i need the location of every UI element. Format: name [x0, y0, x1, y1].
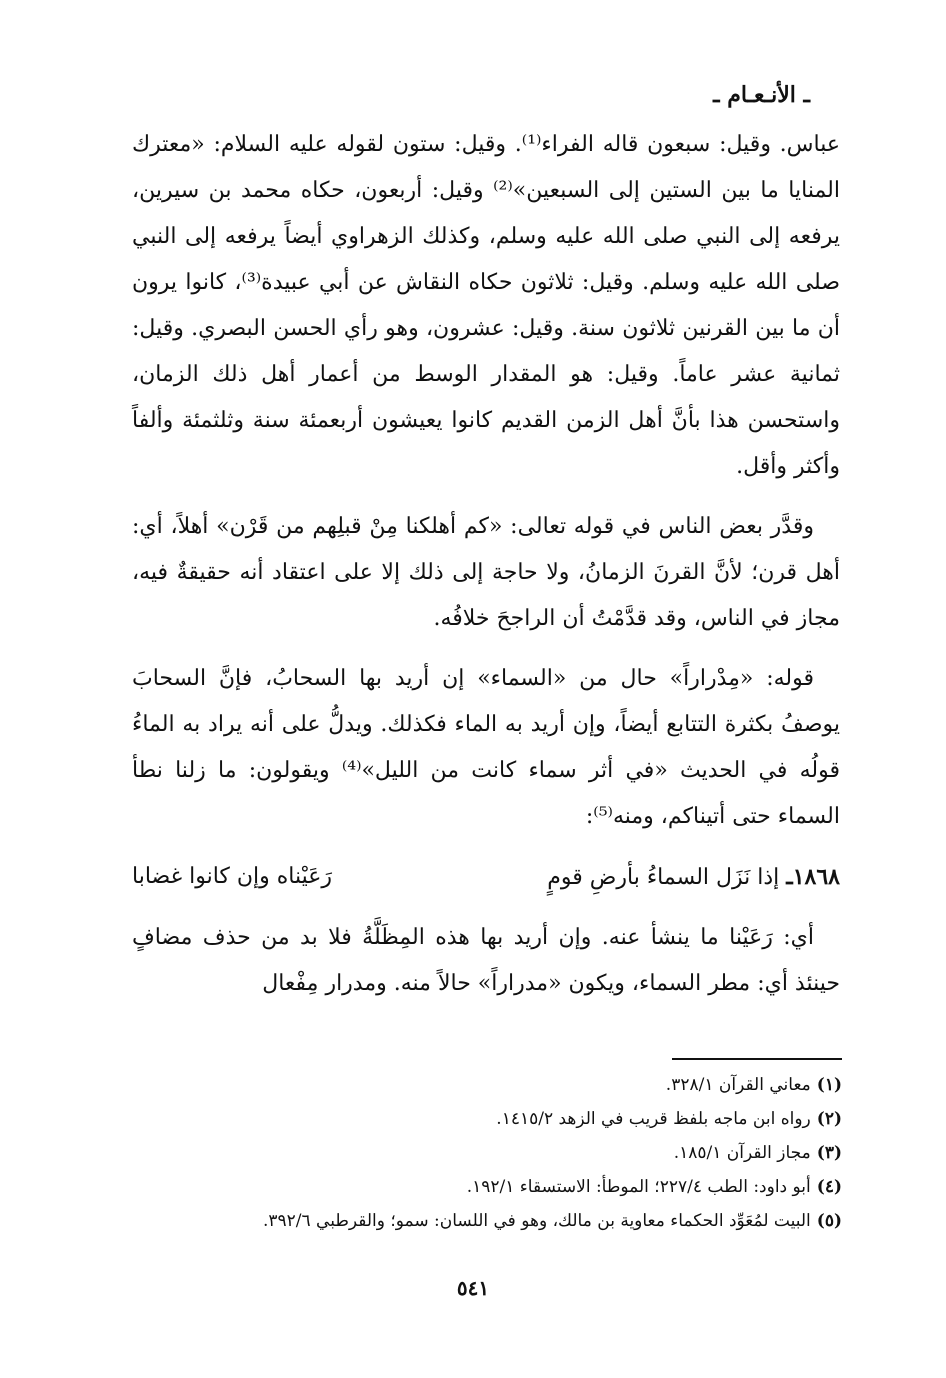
footnote-number: (٤): [816, 1177, 842, 1197]
footnote-text: معاني القرآن ٣٢٨/١.: [665, 1075, 811, 1095]
footnote-number: (٢): [816, 1109, 842, 1129]
verse-number: ١٨٦٨ـ: [786, 864, 840, 890]
footnotes-list: [122, 1068, 842, 1238]
poetry-verse: [132, 854, 840, 901]
footnote-text: أبو داود: الطب ٢٢٧/٤؛ الموطأ: الاستسقاء ١٩٢/١.: [466, 1177, 811, 1197]
footnote-number: (١): [816, 1075, 842, 1095]
verse-first-half: [547, 854, 840, 901]
footnote-2: [122, 1102, 842, 1136]
footnote-text: البيت لمُعَوِّد الحكماء معاوية بن مالك، وهو في اللسان: سمو؛ والقرطبي ٣٩٢/٦.: [262, 1211, 811, 1231]
footnote-3: [122, 1136, 842, 1170]
running-head: ـ الأنـعـام ـ: [713, 82, 810, 108]
footnote-1: [122, 1068, 842, 1102]
verse-first-half-text: إذا نَزَل السماءُ بأرضِ قومٍ: [547, 865, 780, 890]
footnote-number: (٥): [816, 1211, 842, 1231]
footnote-5: [122, 1204, 842, 1238]
paragraph-1: عباس. وقيل: سبعون قاله الفراء⁽¹⁾. وقيل: ستون لقوله عليه السلام: «معترك المنايا ما بين الستين إلى السبعين»⁽²⁾ وقيل: أربعون، حكاه محمد بن سيرين، يرفعه إلى النبي صلى الله عليه وسلم، وكذلك الزهراوي أيضاً يرفعه إلى النبي صلى الله عليه وسلم. وقيل: ثلاثون حكاه النقاش عن أبي عبيدة⁽³⁾، كانوا يرون أن ما بين القرنين ثلاثون سنة. وقيل: عشرون، وهو رأي الحسن البصري. وقيل: ثمانية عشر عاماً. وقيل: هو المقدار الوسط من أعمار أهل ذلك الزمان، واستحسن هذا بأنَّ أهل الزمن القديم كانوا يعيشون أربعمئة سنة وثلثمئة وألفاً وأكثر وأقل.: [132, 132, 841, 479]
main-text: [132, 122, 840, 1007]
footnote-text: رواه ابن ماجه بلفظ قريب في الزهد ١٤١٥/٢.: [496, 1109, 811, 1129]
footnote-4: [122, 1170, 842, 1204]
paragraph-4: أي: رَعَيْنا ما ينشأ عنه. وإن أريد بها هذه المِظَلَّةُ فلا بد من حذف مضافٍ حينئذ أي: مطر السماء، ويكون «مدراراً» حالاً منه. ومدرار مِفْعال: [132, 925, 840, 996]
page-number: ٥٤١: [456, 1276, 490, 1300]
footnote-text: مجاز القرآن ١٨٥/١.: [673, 1143, 811, 1163]
verse-second-half: رَعَيْناه وإن كانوا غضابا: [132, 864, 333, 889]
footnote-separator: [672, 1058, 842, 1060]
paragraph-3: قوله: «مِدْراراً» حال من «السماء» إن أريد بها السحابُ، فإنَّ السحابَ يوصفُ بكثرة التتابع أيضاً، وإن أريد به الماء فكذلك. ويدلُّ على أنه يراد به الماءُ قولُه في الحديث «في أثر سماء كانت من الليل»⁽⁴⁾ ويقولون: ما زلنا نطأ السماء حتى أتيناكم، ومنه⁽⁵⁾:: [132, 666, 840, 829]
paragraph-2: وقدَّر بعض الناس في قوله تعالى: «كم أهلكنا مِنْ قبلِهم من قَرْن» أهلاً، أي: أهل قرن؛ لأنَّ القرنَ الزمانُ، ولا حاجة إلى ذلك إلا على اعتقاد أنه حقيقةٌ فيه، مجاز في الناس، وقد قدَّمْتُ أن الراجحَ خلافُه.: [132, 514, 840, 631]
footnote-number: (٣): [816, 1143, 842, 1163]
